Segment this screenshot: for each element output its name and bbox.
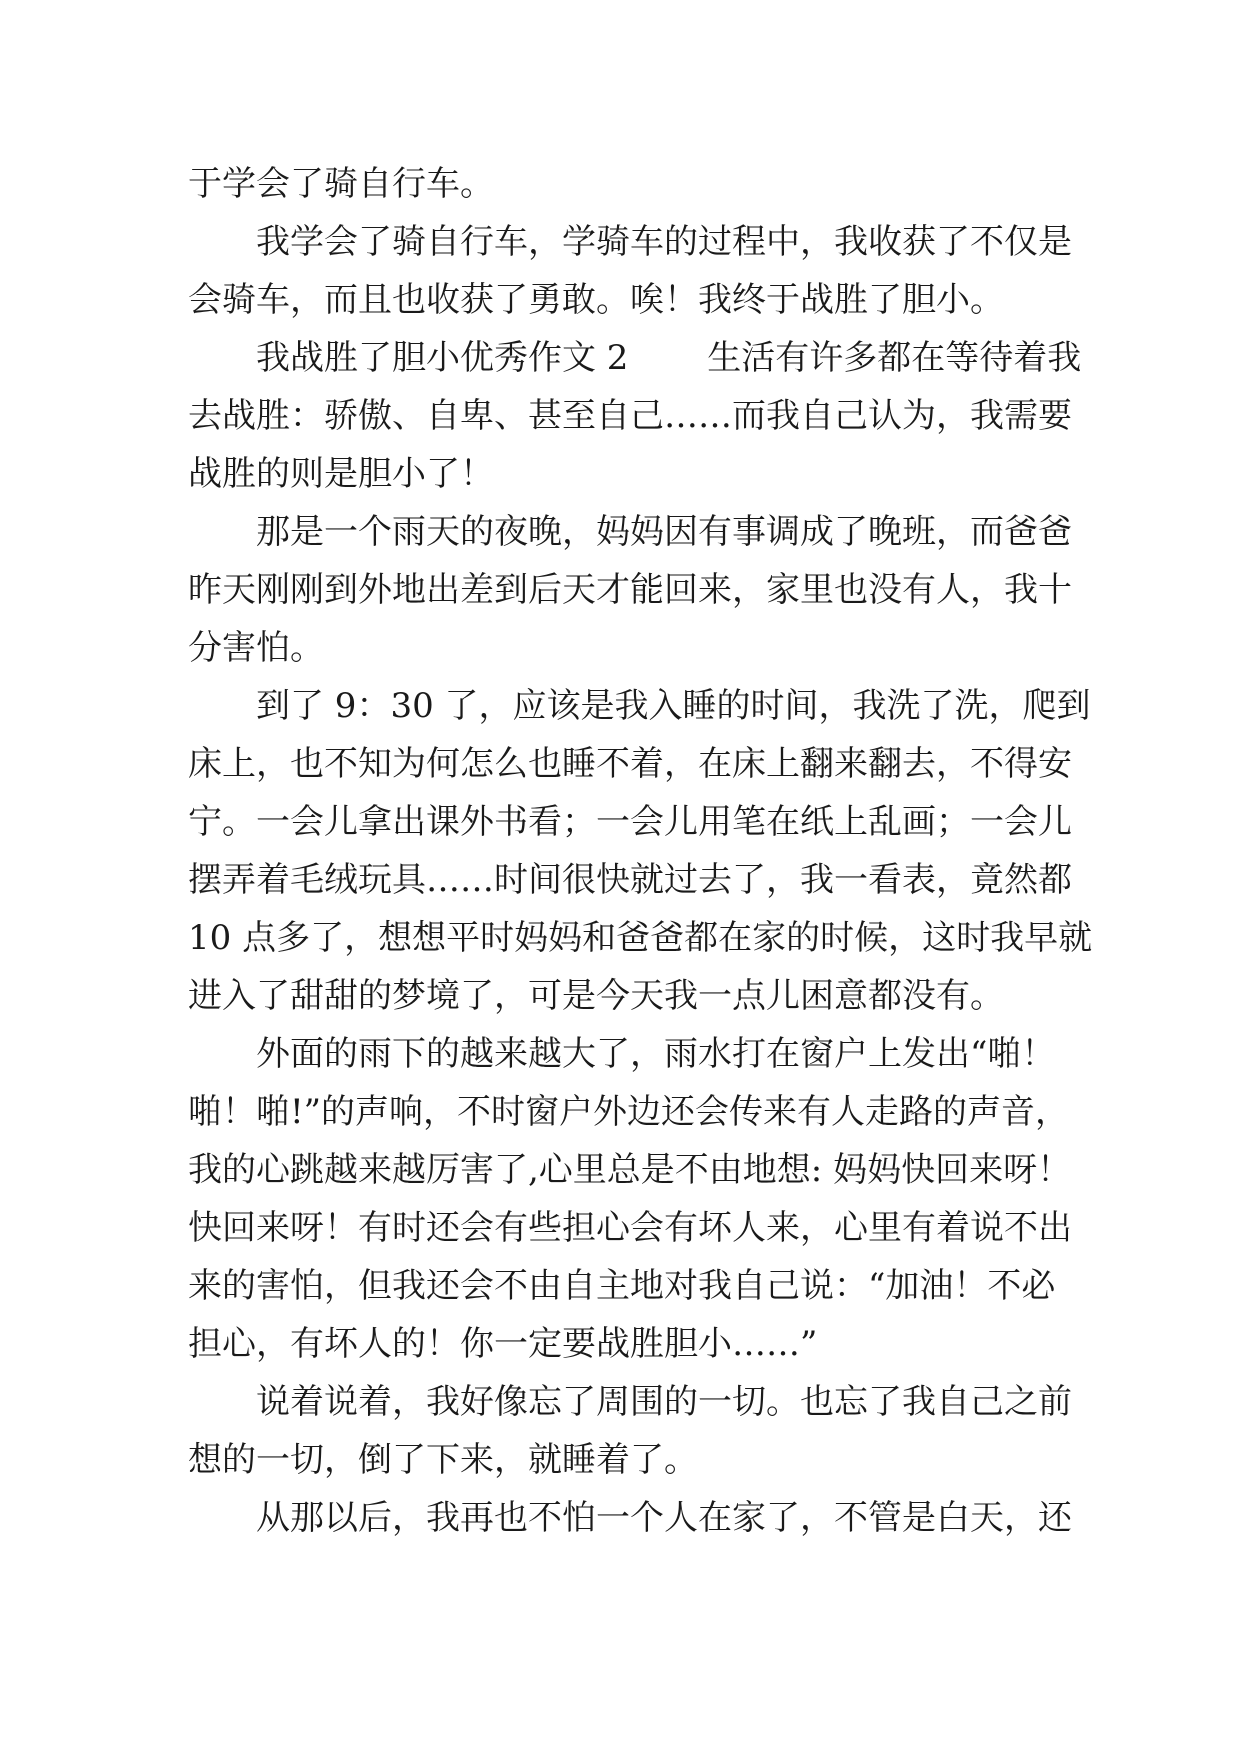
text-line: 会骑车，而且也收获了勇敢。唉！我终于战胜了胆小。: [188, 280, 1004, 320]
text-line: 外面的雨下的越来越大了，雨水打在窗户上发出“啪！: [188, 1034, 1056, 1074]
text-line: 快回来呀！有时还会有些担心会有坏人来，心里有着说不出: [188, 1208, 1072, 1248]
text-line: 我的心跳越来越厉害了,心里总是不由地想: 妈妈快回来呀！: [188, 1150, 1072, 1190]
text-line: 分害怕。: [188, 628, 324, 668]
text-line: 来的害怕，但我还会不由自主地对我自己说：“加油！不必: [188, 1266, 1056, 1306]
text-line: 战胜的则是胆小了！: [188, 454, 494, 494]
text-line: 床上，也不知为何怎么也睡不着，在床上翻来翻去，不得安: [188, 744, 1072, 784]
text-line: 昨天刚刚到外地出差到后天才能回来，家里也没有人，我十: [188, 570, 1072, 610]
text-line: 我学会了骑自行车，学骑车的过程中，我收获了不仅是: [188, 222, 1072, 262]
text-line: 说着说着，我好像忘了周围的一切。也忘了我自己之前: [188, 1382, 1072, 1422]
text-line: 进入了甜甜的梦境了，可是今天我一点儿困意都没有。: [188, 976, 1004, 1016]
text-line: 啪！啪!”的声响，不时窗户外边还会传来有人走路的声音，: [188, 1092, 1070, 1132]
text-line: 到了 9：30 了，应该是我入睡的时间，我洗了洗，爬到: [188, 686, 1091, 726]
text-line: 担心，有坏人的！你一定要战胜胆小……”: [188, 1324, 818, 1364]
text-line: 去战胜：骄傲、自卑、甚至自己……而我自己认为，我需要: [188, 396, 1072, 436]
text-line: 从那以后，我再也不怕一个人在家了，不管是白天，还: [188, 1498, 1072, 1538]
text-line: 想的一切，倒了下来，就睡着了。: [188, 1440, 698, 1480]
text-line: 那是一个雨天的夜晚，妈妈因有事调成了晚班，而爸爸: [188, 512, 1072, 552]
text-line: 摆弄着毛绒玩具……时间很快就过去了，我一看表，竟然都: [188, 860, 1072, 900]
essay-body: [188, 155, 1093, 1547]
text-line: 10 点多了，想想平时妈妈和爸爸都在家的时候，这时我早就: [188, 918, 1093, 958]
text-line: 于学会了骑自行车。: [188, 164, 494, 204]
text-line: 宁。一会儿拿出课外书看；一会儿用笔在纸上乱画；一会儿: [188, 802, 1072, 842]
text-line: 我战胜了胆小优秀作文 2 生活有许多都在等待着我: [188, 338, 1082, 378]
